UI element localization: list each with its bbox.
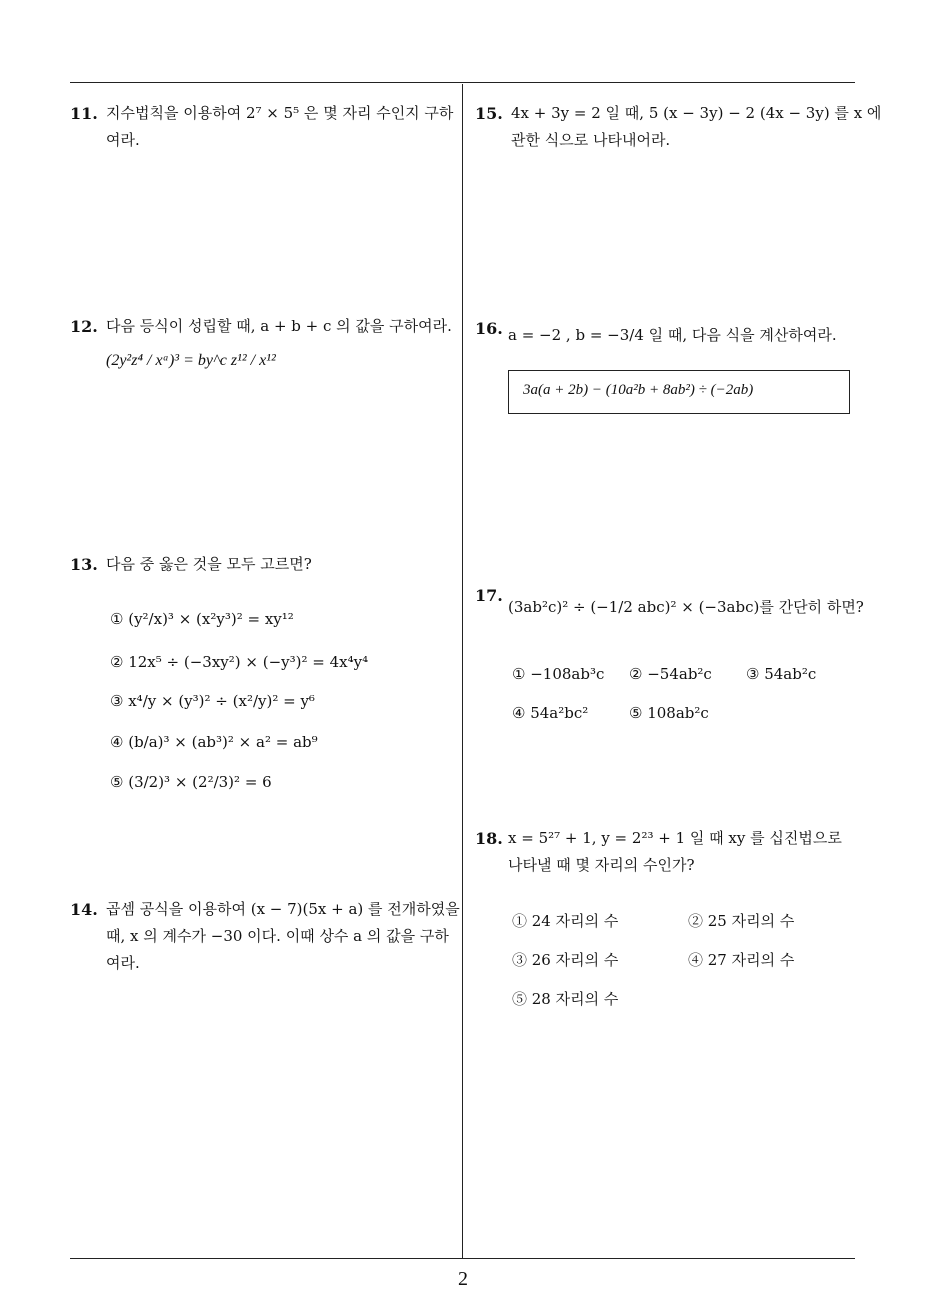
question-number: 18. — [475, 829, 503, 848]
question-number: 16. — [475, 319, 503, 338]
q13-option-2[interactable]: ② 12x⁵ ÷ (−3xy²) × (−y³)² = 4x⁴y⁴ — [110, 653, 369, 671]
question-number: 13. — [70, 555, 98, 574]
q13-option-3[interactable]: ③ x⁴/y × (y³)² ÷ (x²/y)² = y⁶ — [110, 692, 315, 710]
question-number: 15. — [475, 104, 503, 123]
q13-option-5[interactable]: ⑤ (3/2)³ × (2²/3)² = 6 — [110, 773, 272, 791]
q17-option-3[interactable]: ③ 54ab²c — [746, 665, 817, 683]
question-text: 여라. — [106, 954, 140, 972]
question-text: (3ab²c)² ÷ (−1/2 abc)² × (−3abc)를 간단히 하면? — [508, 598, 864, 616]
q17-option-1[interactable]: ① −108ab³c — [512, 665, 605, 683]
q18-option-3[interactable]: ③ 26 자리의 수 — [512, 951, 619, 969]
question-text: 다음 등식이 성립할 때, a + b + c 의 값을 구하여라. — [106, 317, 452, 335]
question-text: 다음 중 옳은 것을 모두 고르면? — [106, 555, 312, 573]
boxed-expression: 3a(a + 2b) − (10a²b + 8ab²) ÷ (−2ab) — [523, 382, 754, 398]
question-text: 4x + 3y = 2 일 때, 5 (x − 3y) − 2 (4x − 3y) 를 x 에 — [511, 104, 882, 122]
q17-option-5[interactable]: ⑤ 108ab²c — [629, 704, 709, 722]
question-number: 14. — [70, 900, 98, 919]
question-text: 관한 식으로 나타내어라. — [511, 131, 671, 149]
question-text: a = −2 , b = −3/4 일 때, 다음 식을 계산하여라. — [508, 326, 837, 344]
q17-option-4[interactable]: ④ 54a²bc² — [512, 704, 589, 722]
question-text: 여라. — [106, 131, 140, 149]
question-number: 12. — [70, 317, 98, 336]
q17-option-2[interactable]: ② −54ab²c — [629, 665, 712, 683]
q18-option-1[interactable]: ① 24 자리의 수 — [512, 912, 619, 930]
q13-option-1[interactable]: ① (y²/x)³ × (x²y³)² = xy¹² — [110, 610, 294, 628]
question-number: 17. — [475, 586, 503, 605]
q18-option-5[interactable]: ⑤ 28 자리의 수 — [512, 990, 619, 1008]
top-rule — [70, 82, 855, 83]
question-text: 지수법칙을 이용하여 2⁷ × 5⁵ 은 몇 자리 수인지 구하 — [106, 104, 454, 122]
q18-option-4[interactable]: ④ 27 자리의 수 — [688, 951, 795, 969]
column-divider — [462, 84, 463, 1258]
question-number: 11. — [70, 104, 98, 123]
equation: (2y²z⁴ / xᵃ)³ = by^c z¹² / x¹² — [106, 352, 276, 369]
question-text: x = 5²⁷ + 1, y = 2²³ + 1 일 때 xy 를 십진법으로 — [508, 829, 842, 847]
question-text: 때, x 의 계수가 −30 이다. 이때 상수 a 의 값을 구하 — [106, 927, 449, 945]
q13-option-4[interactable]: ④ (b/a)³ × (ab³)² × a² = ab⁹ — [110, 733, 318, 751]
q18-option-2[interactable]: ② 25 자리의 수 — [688, 912, 795, 930]
bottom-rule — [70, 1258, 855, 1259]
page-number: 2 — [458, 1268, 468, 1290]
question-text: 곱셈 공식을 이용하여 (x − 7)(5x + a) 를 전개하였을 — [106, 900, 460, 918]
expression-box — [508, 370, 850, 414]
question-text: 나타낼 때 몇 자리의 수인가? — [508, 856, 695, 874]
